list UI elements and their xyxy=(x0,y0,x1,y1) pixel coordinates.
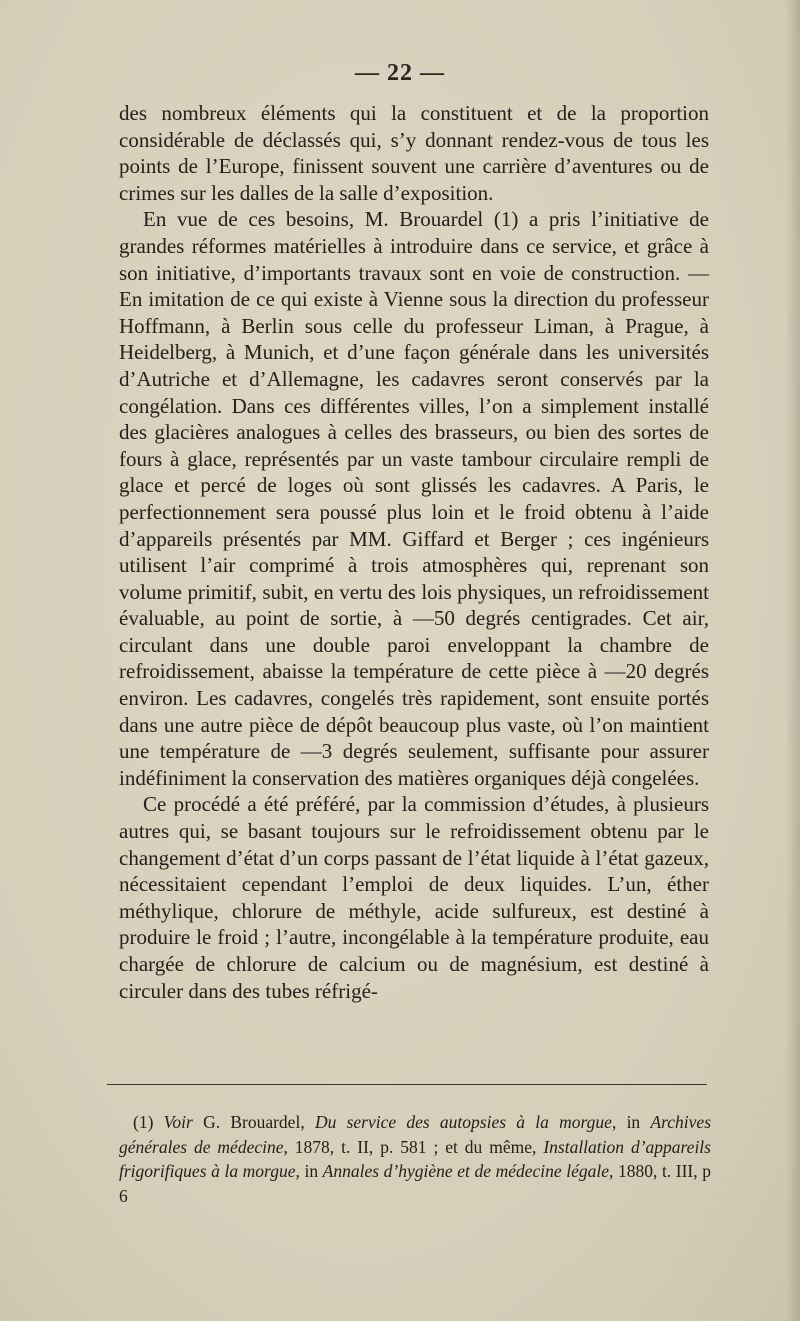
paragraph-continuation: des nombreux éléments qui la constituent et de la proportion considérable de déclassés qui, s’y donnant rendez-vous de tous les points de l’Europe, finissent souvent une carrière d’aventures ou de crimes sur les dalles de la salle d’exposition. xyxy=(119,101,709,205)
page-number: — 22 — xyxy=(355,60,445,86)
footnote-text-2: , 1878, t. II, p. 581 ; et du même, xyxy=(283,1136,544,1157)
paragraph-brouardel-reforms: En vue de ces besoins, M. Brouardel (1) a pris l’initiative de grandes réformes matérielles à introduire dans ce service, et grâce à son initiative, d’importants travaux sont en voie de construction. — En imitation de ce qui existe à Vienne sous la direction du professeur Hoffmann, à Berlin sous celle du professeur Liman, à Prague, à Heidelberg, à Munich, et d’une façon générale dans les universités d’Autriche et d’Allemagne, les cadavres seront conservés par la congélation. Dans ces différentes villes, l’on a simplement installé des glacières analogues à celles des brasseurs, ou bien des sortes de fours à glace, représentés par un vaste tambour circulaire rempli de glace et percé de loges où sont glissés les cadavres. A Paris, le perfectionnement sera poussé plus loin et le froid obtenu à l’aide d’appareils présentés par MM. Giffard et Berger ; ces ingénieurs utilisent l’air comprimé à trois atmosphères qui, reprenant son volume primitif, subit, en vertu des lois physiques, un refroidissement évaluable, au point de sortie, à —50 degrés centigrades. Cet air, circulant dans une double paroi enveloppant la chambre de refroidissement, abaisse la température de cette pièce à —20 degrés environ. Les cadavres, congelés très rapidement, sont ensuite portés dans une autre pièce de dépôt beaucoup plus vaste, où l’on maintient une température de —3 degrés seulement, suffisante pour assurer indéfiniment la conservation des matières organiques déjà congelées. xyxy=(119,207,709,790)
footnote-journal-2: Annales d’hygiène et de médecine légale xyxy=(322,1161,609,1181)
footnote-text-1: , in xyxy=(611,1112,651,1132)
footnote-title-2: Installation d’appareils frigorifiques à la morgue xyxy=(119,1136,711,1181)
footnote-journal-1: Archives générales de médecine xyxy=(119,1112,712,1157)
paragraph-commission: Ce procédé a été préféré, par la commission d’études, à plusieurs autres qui, se basant toujours sur le refroidissement obtenu par le changement d’état d’un corps passant de l’état liquide à l’état gazeux, nécessitaient cependant l’emploi de deux liquides. L’un, éther méthylique, chlorure de méthyle, acide sulfureux, est destiné à produire le froid ; l’autre, incongélable à la température produite, eau chargée de chlorure de calcium ou de magnésium, est destiné à circuler dans des tubes réfrigé- xyxy=(119,792,709,1003)
footnote-text-4: , 1880, t. III, p 6 xyxy=(119,1161,711,1206)
footnote-voir: Voir xyxy=(163,1112,193,1132)
footnote xyxy=(119,1110,711,1208)
footnote-text-3: , in xyxy=(295,1161,323,1181)
footnote-marker: (1) xyxy=(133,1112,154,1132)
footnote-author: G. Brouardel, xyxy=(192,1112,315,1132)
page-edge-shadow xyxy=(786,0,800,1321)
main-text xyxy=(119,100,709,1004)
footnote-title-1: Du service des autopsies à la morgue xyxy=(314,1112,612,1132)
footnote-divider xyxy=(107,1084,707,1085)
